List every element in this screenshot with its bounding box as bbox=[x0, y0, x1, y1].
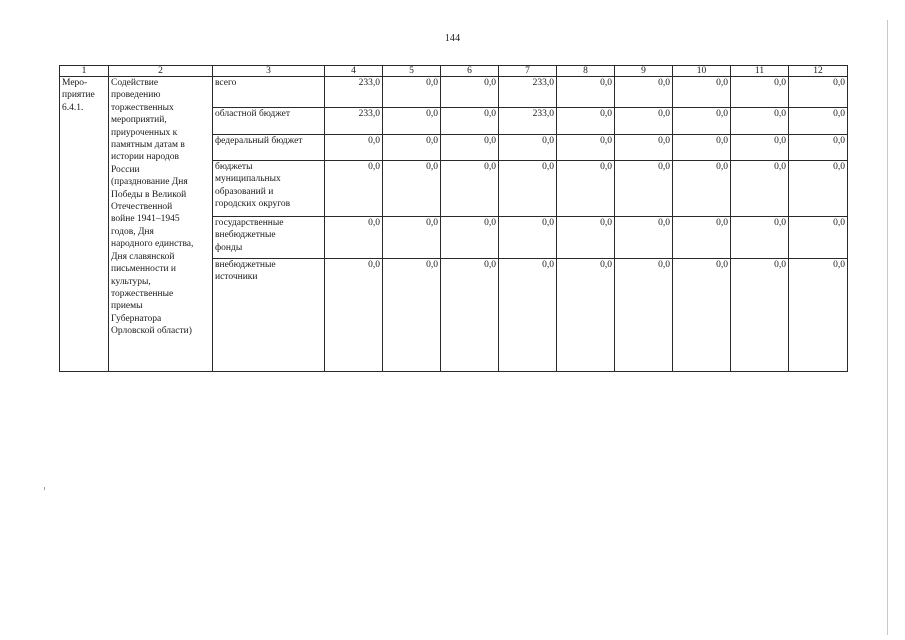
column-header: 7 bbox=[499, 66, 557, 77]
value-cell: 0,0 bbox=[789, 135, 848, 161]
value-cell: 0,0 bbox=[499, 217, 557, 259]
column-header: 9 bbox=[615, 66, 673, 77]
funding-source: внебюджетные источники bbox=[215, 260, 276, 283]
funding-source-cell bbox=[213, 217, 325, 259]
value-cell: 0,0 bbox=[557, 77, 615, 108]
value-cell: 233,0 bbox=[325, 108, 383, 135]
value-cell: 0,0 bbox=[325, 259, 383, 372]
value-cell: 0,0 bbox=[615, 217, 673, 259]
header-row bbox=[60, 66, 848, 77]
column-header: 2 bbox=[109, 66, 213, 77]
value-cell: 0,0 bbox=[383, 161, 441, 217]
funding-source: федеральный бюджет bbox=[215, 136, 303, 146]
activity-description: Содействие проведению торжественных мероприятий, приуроченных к памятным датам в истории народов России (празднование Дня Победы в Великой Отечественной войне 1941–1945 годов, Дня народного единства, Дня славянской письменности и культуры, торжественные приемы Губернатора Орловской области) bbox=[111, 78, 194, 337]
column-header: 6 bbox=[441, 66, 499, 77]
value-cell: 0,0 bbox=[789, 77, 848, 108]
value-cell: 0,0 bbox=[557, 259, 615, 372]
value-cell: 0,0 bbox=[615, 108, 673, 135]
value-cell: 0,0 bbox=[441, 77, 499, 108]
column-header: 11 bbox=[731, 66, 789, 77]
value-cell: 0,0 bbox=[789, 217, 848, 259]
column-header: 8 bbox=[557, 66, 615, 77]
column-header: 12 bbox=[789, 66, 848, 77]
value-cell: 0,0 bbox=[615, 135, 673, 161]
value-cell: 0,0 bbox=[731, 217, 789, 259]
value-cell: 0,0 bbox=[673, 135, 731, 161]
value-cell: 0,0 bbox=[383, 77, 441, 108]
activity-code-cell bbox=[60, 77, 109, 372]
value-cell: 0,0 bbox=[731, 259, 789, 372]
value-cell: 0,0 bbox=[325, 135, 383, 161]
value-cell: 0,0 bbox=[441, 161, 499, 217]
column-header: 10 bbox=[673, 66, 731, 77]
value-cell: 0,0 bbox=[383, 135, 441, 161]
value-cell: 0,0 bbox=[673, 161, 731, 217]
scan-speck bbox=[44, 487, 45, 490]
value-cell: 0,0 bbox=[731, 161, 789, 217]
value-cell: 0,0 bbox=[673, 259, 731, 372]
value-cell: 0,0 bbox=[325, 161, 383, 217]
funding-source-cell bbox=[213, 161, 325, 217]
value-cell: 0,0 bbox=[499, 161, 557, 217]
value-cell: 0,0 bbox=[441, 135, 499, 161]
value-cell: 0,0 bbox=[789, 161, 848, 217]
page-number: 144 bbox=[444, 33, 461, 44]
column-header: 3 bbox=[213, 66, 325, 77]
funding-source-cell bbox=[213, 77, 325, 108]
funding-source-cell bbox=[213, 108, 325, 135]
value-cell: 0,0 bbox=[557, 108, 615, 135]
value-cell: 0,0 bbox=[615, 259, 673, 372]
column-header: 4 bbox=[325, 66, 383, 77]
value-cell: 0,0 bbox=[673, 108, 731, 135]
value-cell: 0,0 bbox=[441, 217, 499, 259]
value-cell: 0,0 bbox=[557, 135, 615, 161]
value-cell: 0,0 bbox=[557, 217, 615, 259]
funding-source: бюджеты муниципальных образований и городских округов bbox=[215, 162, 291, 210]
value-cell: 0,0 bbox=[615, 161, 673, 217]
funding-source-cell bbox=[213, 135, 325, 161]
funding-source: государственные внебюджетные фонды bbox=[215, 218, 284, 253]
value-cell: 0,0 bbox=[383, 217, 441, 259]
value-cell: 0,0 bbox=[673, 77, 731, 108]
value-cell: 0,0 bbox=[499, 135, 557, 161]
value-cell: 0,0 bbox=[557, 161, 615, 217]
value-cell: 0,0 bbox=[499, 259, 557, 372]
value-cell: 0,0 bbox=[615, 77, 673, 108]
value-cell: 233,0 bbox=[325, 77, 383, 108]
value-cell: 0,0 bbox=[383, 108, 441, 135]
funding-source-cell bbox=[213, 259, 325, 372]
column-header: 1 bbox=[60, 66, 109, 77]
value-cell: 233,0 bbox=[499, 77, 557, 108]
value-cell: 0,0 bbox=[325, 217, 383, 259]
value-cell: 0,0 bbox=[731, 135, 789, 161]
table-row bbox=[60, 77, 848, 108]
activity-description-cell bbox=[109, 77, 213, 372]
scan-edge-line bbox=[887, 20, 888, 635]
value-cell: 0,0 bbox=[731, 108, 789, 135]
value-cell: 0,0 bbox=[789, 108, 848, 135]
value-cell: 0,0 bbox=[789, 259, 848, 372]
value-cell: 0,0 bbox=[731, 77, 789, 108]
budget-table bbox=[59, 65, 848, 372]
value-cell: 0,0 bbox=[673, 217, 731, 259]
funding-source: областной бюджет bbox=[215, 109, 291, 119]
value-cell: 0,0 bbox=[441, 259, 499, 372]
funding-source: всего bbox=[215, 78, 237, 88]
value-cell: 0,0 bbox=[383, 259, 441, 372]
value-cell: 233,0 bbox=[499, 108, 557, 135]
column-header: 5 bbox=[383, 66, 441, 77]
activity-code: Меро- приятие 6.4.1. bbox=[62, 78, 95, 113]
value-cell: 0,0 bbox=[441, 108, 499, 135]
